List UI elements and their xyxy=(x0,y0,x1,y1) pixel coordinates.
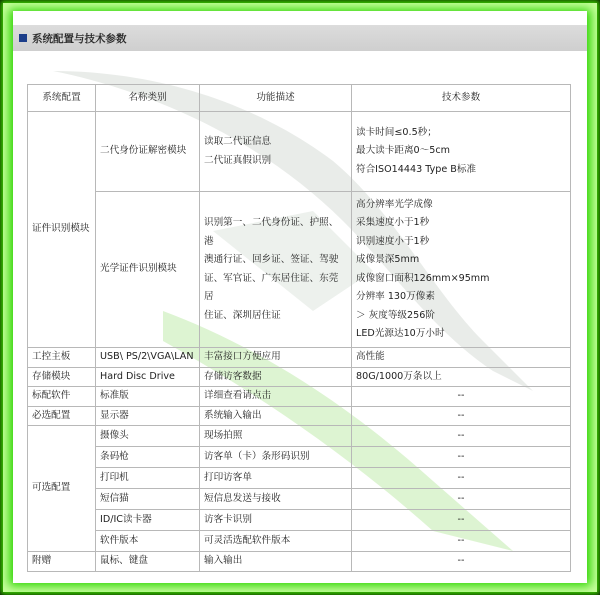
param-line: 符合ISO14443 Type B标准 xyxy=(356,163,477,175)
desc-cell: 系统输入输出 xyxy=(200,406,352,426)
params-cell xyxy=(352,112,571,192)
table-row xyxy=(28,447,571,468)
content-panel xyxy=(13,11,587,583)
param-line: 高分辨率光学成像 xyxy=(356,198,433,210)
desc-line: 证、军官证、广东居住证、东莞居 xyxy=(204,272,339,302)
name-cell: 打印机 xyxy=(96,468,200,489)
table-row xyxy=(28,426,571,447)
group-cell: 可选配置 xyxy=(28,426,96,552)
desc-line: 住证、深圳居住证 xyxy=(204,309,281,321)
desc-cell: 短信息发送与接收 xyxy=(200,489,352,510)
column-header: 系统配置 xyxy=(28,85,96,112)
name-cell: 二代身份证解密模块 xyxy=(96,112,200,192)
table-row xyxy=(28,489,571,510)
param-line: 读卡时间≤0.5秒； xyxy=(356,126,437,138)
table-row xyxy=(28,192,571,348)
group-cell: 标配软件 xyxy=(28,387,96,407)
desc-cell: 现场拍照 xyxy=(200,426,352,447)
params-cell: -- xyxy=(352,426,571,447)
spec-table xyxy=(27,84,571,572)
params-cell: -- xyxy=(352,489,571,510)
table-row xyxy=(28,510,571,531)
param-line: 识别速度小于1秒 xyxy=(356,235,430,247)
name-cell: 摄像头 xyxy=(96,426,200,447)
params-cell: -- xyxy=(352,468,571,489)
section-title: 系统配置与技术参数 xyxy=(32,32,127,45)
table-header-row xyxy=(28,85,571,112)
param-line: ＞ 灰度等级256阶 xyxy=(356,309,435,321)
desc-cell: 访客单（卡）条形码识别 xyxy=(200,447,352,468)
desc-cell xyxy=(200,112,352,192)
params-cell: -- xyxy=(352,510,571,531)
name-cell: 软件版本 xyxy=(96,531,200,552)
table-row xyxy=(28,112,571,192)
group-cell: 存储模块 xyxy=(28,367,96,387)
group-cell: 工控主板 xyxy=(28,348,96,368)
table-row xyxy=(28,468,571,489)
desc-cell xyxy=(200,192,352,348)
name-cell: 短信猫 xyxy=(96,489,200,510)
square-bullet-icon xyxy=(19,34,27,42)
params-cell: -- xyxy=(352,552,571,572)
desc-cell: 打印访客单 xyxy=(200,468,352,489)
params-cell: 80G/1000万条以上 xyxy=(352,367,571,387)
table-row xyxy=(28,367,571,387)
section-header xyxy=(13,25,587,51)
name-cell: 条码枪 xyxy=(96,447,200,468)
group-cell: 附赠 xyxy=(28,552,96,572)
name-cell: Hard Disc Drive xyxy=(96,367,200,387)
group-cell: 证件识别模块 xyxy=(28,112,96,348)
params-cell xyxy=(352,192,571,348)
table-row xyxy=(28,531,571,552)
params-cell: -- xyxy=(352,531,571,552)
column-header: 名称类别 xyxy=(96,85,200,112)
param-line: 最大读卡距离0～5cm xyxy=(356,145,450,157)
name-cell: 鼠标、键盘 xyxy=(96,552,200,572)
name-cell: 标准版 xyxy=(96,387,200,407)
name-cell: 显示器 xyxy=(96,406,200,426)
group-cell: 必选配置 xyxy=(28,406,96,426)
param-line: 分辨率 130万像素 xyxy=(356,291,435,302)
desc-line: 识别第一、二代身份证、护照、港 xyxy=(204,217,339,247)
desc-cell: 可灵活选配软件版本 xyxy=(200,531,352,552)
green-glow-frame xyxy=(3,3,597,592)
desc-cell: 输入输出 xyxy=(200,552,352,572)
param-line: 采集速度小于1秒 xyxy=(356,217,430,228)
params-cell: 高性能 xyxy=(352,348,571,368)
param-line: LED光源达10万小时 xyxy=(356,328,445,339)
desc-cell: 存储访客数据 xyxy=(200,367,352,387)
params-cell: -- xyxy=(352,447,571,468)
table-row xyxy=(28,348,571,368)
details-link[interactable]: 详细查看请点击 xyxy=(200,387,352,407)
name-cell: 光学证件识别模块 xyxy=(96,192,200,348)
desc-cell: 访客卡识别 xyxy=(200,510,352,531)
param-line: 成像窗口面积126mm×95mm xyxy=(356,272,490,284)
desc-cell: 丰富接口方便应用 xyxy=(200,348,352,368)
params-cell: -- xyxy=(352,387,571,407)
params-cell: -- xyxy=(352,406,571,426)
column-header: 技术参数 xyxy=(352,85,571,112)
column-header: 功能描述 xyxy=(200,85,352,112)
name-cell: ID/IC读卡器 xyxy=(96,510,200,531)
desc-line: 二代证真假识别 xyxy=(204,154,272,166)
table-row xyxy=(28,387,571,407)
desc-line: 澳通行证、回乡证、签证、驾驶 xyxy=(204,254,339,265)
table-row xyxy=(28,552,571,572)
desc-line: 读取二代证信息 xyxy=(204,136,272,147)
name-cell: USB\ PS/2\VGA\LAN xyxy=(96,348,200,368)
param-line: 成像景深5mm xyxy=(356,254,420,265)
table-row xyxy=(28,406,571,426)
